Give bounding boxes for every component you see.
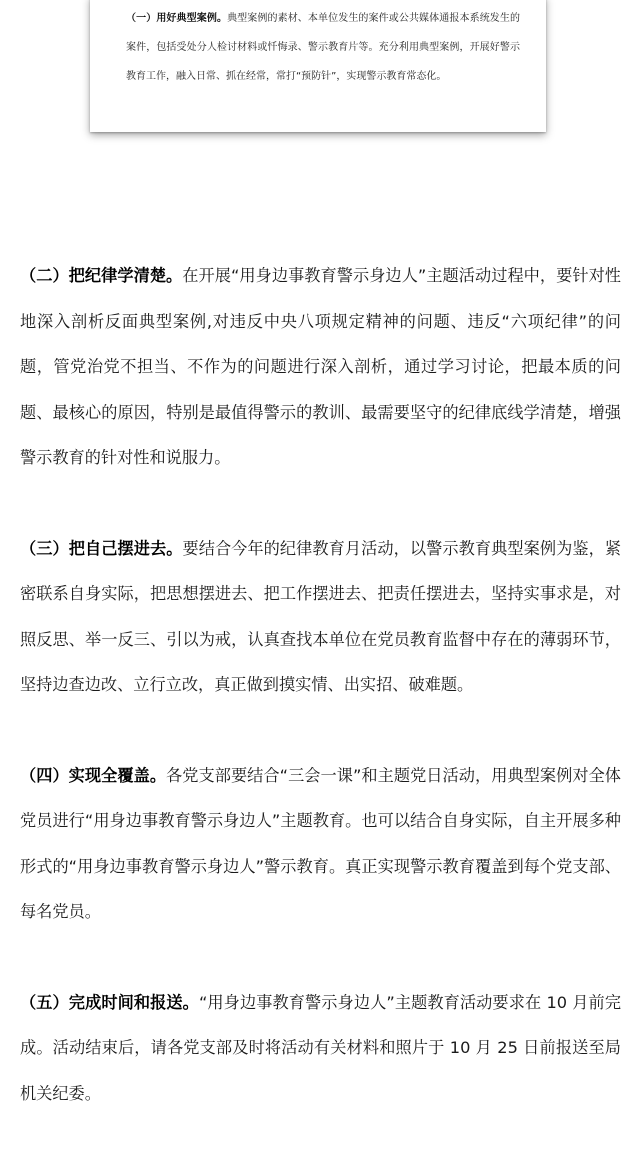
document-preview-card	[90, 0, 546, 132]
paragraph-4-heading: （四）实现全覆盖。	[20, 765, 167, 785]
paragraph-4-body: 各党支部要结合“三会一课”和主题党日活动，用典型案例对全体党员进行“用身边事教育警示身边人”主题教育。也可以结合自身实际，自主开展多种形式的“用身边事教育警示身边人”警示教育。真正实现警示教育覆盖到每个党支部、每名党员。	[20, 765, 621, 921]
document-body	[20, 253, 621, 1116]
card-paragraph-1	[126, 4, 520, 91]
paragraph-2-body: 在开展“用身边事教育警示身边人”主题活动过程中，要针对性地深入剖析反面典型案例,对违反中央八项规定精神的问题、违反“六项纪律”的问题，管党治党不担当、不作为的问题进行深入剖析，通过学习讨论，把最本质的问题、最核心的原因，特别是最值得警示的教训、最需要坚守的纪律底线学清楚，增强警示教育的针对性和说服力。	[20, 266, 621, 467]
paragraph-3-body: 要结合今年的纪律教育月活动，以警示教育典型案例为鉴，紧密联系自身实际，把思想摆进去、把工作摆进去、把责任摆进去，坚持实事求是，对照反思、举一反三、引以为戒，认真查找本单位在党员教育监督中存在的薄弱环节，坚持边查边改、立行立改，真正做到摸实情、出实招、破难题。	[20, 538, 622, 694]
paragraph-2	[20, 253, 621, 481]
card-paragraph-1-heading: （一）用好典型案例。	[126, 13, 228, 24]
paragraph-3-heading: （三）把自己摆进去。	[20, 538, 183, 558]
paragraph-5	[20, 980, 621, 1117]
paragraph-3	[20, 526, 621, 708]
paragraph-4	[20, 753, 621, 935]
paragraph-5-body: “用身边事教育警示身边人”主题教育活动要求在 10 月前完成。活动结束后，请各党支部及时将活动有关材料和照片于 10 月 25 日前报送至局机关纪委。	[20, 992, 622, 1103]
paragraph-5-heading: （五）完成时间和报送。	[20, 992, 199, 1012]
paragraph-2-heading: （二）把纪律学清楚。	[20, 266, 183, 285]
card-paragraph-1-body: 典型案例的素材、本单位发生的案件或公共媒体通报本系统发生的案件，包括受处分人检讨材料或忏悔录、警示教育片等。充分利用典型案例，开展好警示教育工作，融入日常、抓在经常，常打“预防针”，实现警示教育常态化。	[126, 13, 521, 82]
